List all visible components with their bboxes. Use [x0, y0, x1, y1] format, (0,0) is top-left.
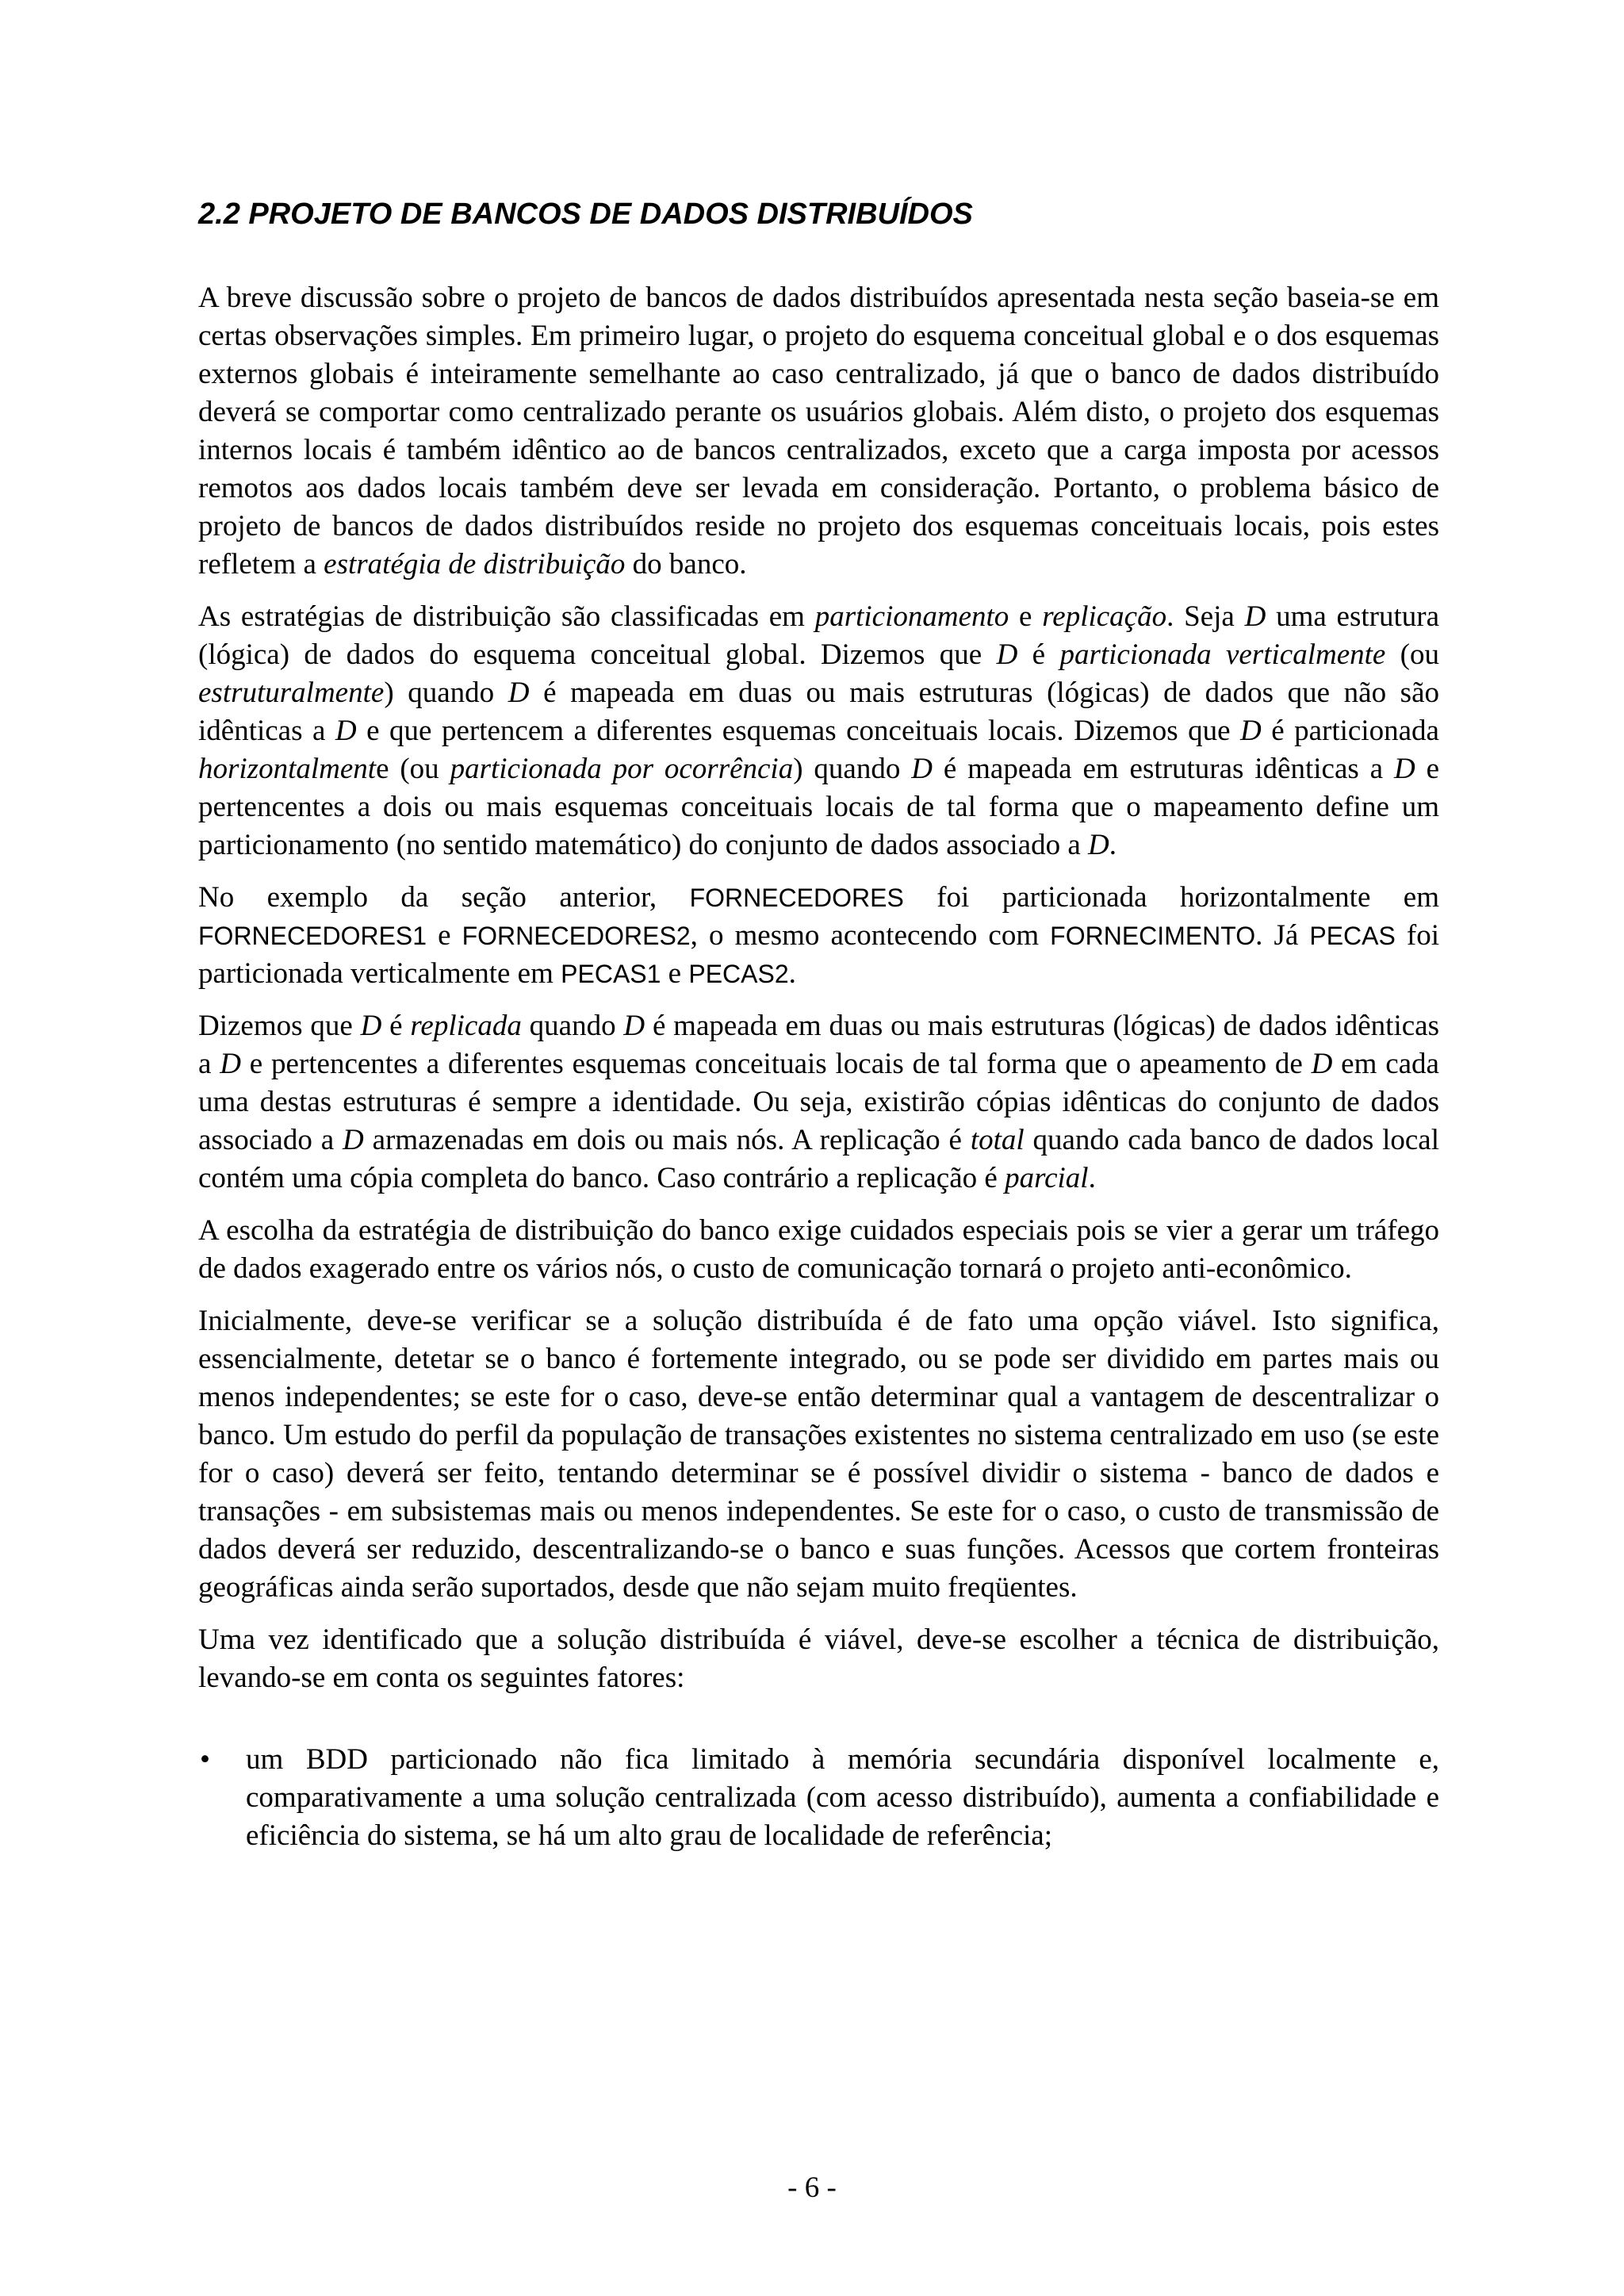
emphasis-term: particionada verticalmente — [1059, 638, 1386, 671]
text-run: ) quando — [793, 753, 912, 785]
table-name: PECAS1 — [561, 960, 661, 988]
emphasis-term: estratégia de distribuição — [324, 548, 626, 581]
body-text — [198, 279, 1439, 1855]
section-heading: 2.2 PROJETO DE BANCOS DE DADOS DISTRIBUÍDOS — [198, 197, 973, 231]
page-number: - 6 - — [787, 2171, 837, 2204]
text-run: do banco. — [625, 548, 747, 581]
text-run: e — [661, 957, 689, 990]
paragraph-intro — [198, 279, 1439, 584]
text-run: ) quando — [384, 677, 508, 709]
text-run: é particionada — [1261, 715, 1439, 747]
paragraph-example — [198, 879, 1439, 993]
text-run: Dizemos que — [198, 1010, 361, 1042]
text-run: . Seja — [1166, 600, 1245, 633]
table-name: FORNECEDORES2 — [462, 922, 691, 950]
variable-d: D — [911, 753, 933, 785]
variable-d: D — [623, 1010, 645, 1042]
emphasis-term: replicação — [1042, 600, 1167, 633]
text-run: e que pertencem a diferentes esquemas conceituais locais. Dizemos que — [356, 715, 1240, 747]
text-run: armazenadas em dois ou mais nós. A replicação é — [363, 1124, 971, 1156]
text-run: e (ou — [376, 753, 450, 785]
variable-d: D — [342, 1124, 364, 1156]
text-run: A breve discussão sobre o projeto de bancos de dados distribuídos apresentada nesta seção baseia-se em certas observações simples. Em primeiro lugar, o projeto do esquema conceitual global e o dos esquemas externos globais é inteiramente semelhante ao caso centralizado, já que o banco de dados distribuído deverá se comportar como centralizado perante os usuários globais. Além disto, o projeto dos esquemas internos locais é também idêntico ao de bancos centralizados, exceto que a carga imposta por acessos remotos aos dados locais também deve ser levada em consideração. Portanto, o problema básico de projeto de bancos de dados distribuídos reside no projeto dos esquemas conceituais locais, pois estes refletem a — [198, 282, 1439, 581]
text-run: foi particionada verticalmente em — [198, 919, 1439, 990]
text-run: . — [788, 957, 796, 990]
emphasis-term: replicada — [410, 1010, 522, 1042]
bullet-icon: • — [200, 1743, 210, 1776]
text-run: quando — [521, 1010, 624, 1042]
emphasis-term: parcial — [1005, 1162, 1089, 1194]
variable-d: D — [220, 1048, 241, 1080]
text-run: . — [1088, 1162, 1096, 1194]
emphasis-term: total — [970, 1124, 1025, 1156]
table-name: FORNECEDORES — [689, 884, 904, 912]
text-run: é mapeada em estruturas idênticas a — [932, 753, 1394, 785]
variable-d: D — [508, 677, 530, 709]
table-name: PECAS — [1309, 922, 1396, 950]
text-run: é mapeada em duas ou mais estruturas (lógicas) de dados que não são idênticas a — [198, 677, 1440, 747]
text-run: foi particionada horizontalmente em — [903, 881, 1439, 914]
paragraph-factors: Uma vez identificado que a solução distribuída é viável, deve-se escolher a técnica de distribuição, levando-se em conta os seguintes fatores: — [198, 1623, 1439, 1694]
list-item-text: um BDD particionado não fica limitado à memória secundária disponível localmente e, comparativamente a uma solução centralizada (com acesso distribuído), aumenta a confiabilidade e eficiência do sistema, se há um alto grau de localidade de referência; — [246, 1743, 1439, 1852]
text-run: . Já — [1255, 919, 1310, 952]
text-run: uma estrutura (lógica) de dados do esquema conceitual global. Dizemos que — [198, 600, 1439, 671]
emphasis-term: particionada por ocorrência — [450, 753, 794, 785]
variable-d: D — [1240, 715, 1262, 747]
paragraph-strategies — [198, 598, 1439, 864]
variable-d: D — [335, 715, 357, 747]
text-run: em cada uma destas estruturas é sempre a identidade. Ou seja, existirão cópias idênticas do conjunto de dados associado a — [198, 1048, 1439, 1156]
emphasis-term: horizontalment — [198, 753, 377, 785]
paragraph-feasibility: Inicialmente, deve-se verificar se a solução distribuída é de fato uma opção viável. Isto significa, essencialmente, detetar se o banco é fortemente integrado, ou se pode ser dividido em partes mais ou menos independentes; se este for o caso, deve-se então determinar qual a vantagem de descentralizar o banco. Um estudo do perfil da população de transações existentes no sistema centralizado em uso (se este for o caso) deverá ser feito, tentando determinar se é possível dividir o sistema - banco de dados e transações - em subsistemas mais ou menos independentes. Se este for o caso, o custo de transmissão de dados deverá ser reduzido, descentralizando-se o banco e suas funções. Acessos que cortem fronteiras geográficas ainda serão suportados, desde que não sejam muito freqüentes. — [198, 1305, 1439, 1604]
variable-d: D — [1244, 600, 1266, 633]
text-run: e pertencentes a dois ou mais esquemas conceituais locais de tal forma que o mapeamento define um particionamento (no sentido matemático) do conjunto de dados associado a — [198, 753, 1439, 861]
variable-d: D — [996, 638, 1018, 671]
text-run: As estratégias de distribuição são classificadas em — [198, 600, 815, 633]
text-run: . — [1109, 829, 1116, 861]
text-run: (ou — [1385, 638, 1439, 671]
table-name: FORNECIMENTO — [1050, 922, 1256, 950]
text-run: e — [1009, 600, 1043, 633]
text-run: e — [427, 919, 462, 952]
text-run: quando cada banco de dados local contém uma cópia completa do banco. Caso contrário a replicação é — [198, 1124, 1439, 1194]
text-run: , o mesmo acontecendo com — [690, 919, 1051, 952]
variable-d: D — [360, 1010, 382, 1042]
text-run: é — [381, 1010, 411, 1042]
variable-d: D — [1088, 829, 1109, 861]
text-run: é — [1017, 638, 1060, 671]
variable-d: D — [1393, 753, 1415, 785]
paragraph-replication — [198, 1007, 1439, 1198]
text-run: é mapeada em duas ou mais estruturas (lógicas) de dados idênticas a — [198, 1010, 1439, 1080]
emphasis-term: particionamento — [814, 600, 1009, 633]
table-name: FORNECEDORES1 — [198, 922, 427, 950]
text-run: e pertencentes a diferentes esquemas conceituais locais de tal forma que o apeamento de — [240, 1048, 1312, 1080]
emphasis-term: estruturalmente — [198, 677, 385, 709]
list-item — [198, 1741, 1439, 1855]
variable-d: D — [1311, 1048, 1333, 1080]
paragraph-choice: A escolha da estratégia de distribuição do banco exige cuidados especiais pois se vier a gerar um tráfego de dados exagerado entre os vários nós, o custo de comunicação tornará o projeto anti-econômico. — [198, 1214, 1439, 1285]
table-name: PECAS2 — [688, 960, 789, 988]
text-run: No exemplo da seção anterior, — [198, 881, 690, 914]
